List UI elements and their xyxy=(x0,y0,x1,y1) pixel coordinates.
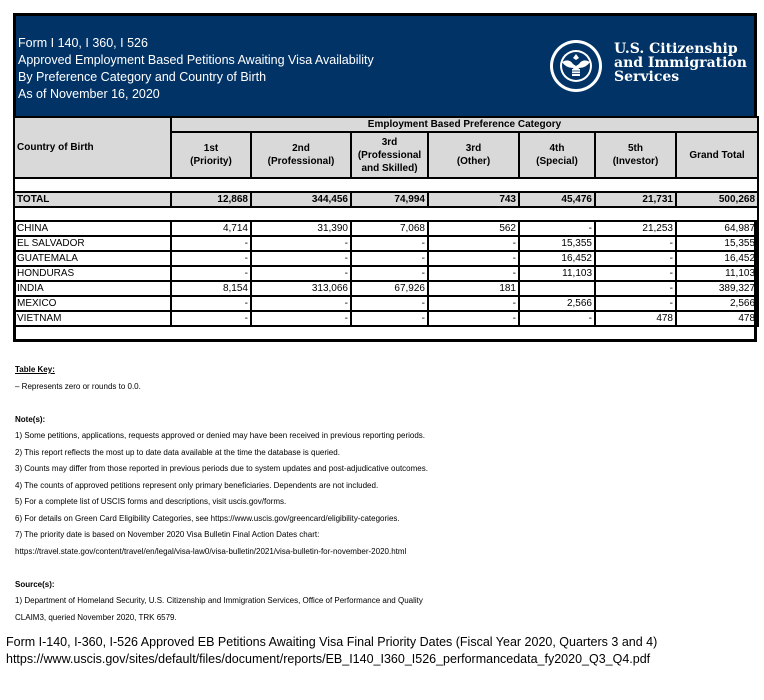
value-cell: 2,566 xyxy=(676,296,758,311)
note-item: 3) Counts may differ from those reported in previous periods due to system updates and post-adjudicative outcomes. xyxy=(15,464,428,473)
report-title xyxy=(18,35,374,103)
value-cell: - xyxy=(519,221,595,236)
value-cell: 478 xyxy=(676,311,758,326)
agency-name: U.S. Citizenship and Immigration Services xyxy=(614,41,747,85)
value-cell: 4,714 xyxy=(171,221,251,236)
country-cell: MEXICO xyxy=(14,296,171,311)
value-cell: 11,103 xyxy=(676,266,758,281)
category-group-header: Employment Based Preference Category xyxy=(171,117,758,132)
total-cell: 21,731 xyxy=(595,192,676,207)
value-cell: 16,452 xyxy=(676,251,758,266)
note-item: 4) The counts of approved petitions represent only primary beneficiaries. Dependents are not included. xyxy=(15,480,379,490)
uscis-logo xyxy=(548,36,748,96)
value-cell: 67,926 xyxy=(351,281,428,296)
value-cell: - xyxy=(351,251,428,266)
value-cell: 181 xyxy=(428,281,519,296)
total-cell: 74,994 xyxy=(351,192,428,207)
column-header: 2nd (Professional) xyxy=(251,132,351,178)
country-cell: INDIA xyxy=(14,281,171,296)
value-cell: - xyxy=(351,311,428,326)
column-header: Grand Total xyxy=(676,132,758,178)
value-cell: - xyxy=(171,251,251,266)
value-cell: - xyxy=(251,251,351,266)
title-line: Approved Employment Based Petitions Awaiting Visa Availability xyxy=(18,53,374,67)
value-cell: 15,355 xyxy=(676,236,758,251)
value-cell: - xyxy=(519,311,595,326)
value-cell: - xyxy=(351,296,428,311)
total-cell: 45,476 xyxy=(519,192,595,207)
note-item: 2) This report reflects the most up to date data available at the time the database is queried. xyxy=(15,447,340,457)
table-row xyxy=(14,221,758,236)
note-item: 6) For details on Green Card Eligibility Categories, see https://www.uscis.gov/greencard/eligibility-categories. xyxy=(15,513,400,523)
country-cell: HONDURAS xyxy=(14,266,171,281)
caption-title: Form I-140, I-360, I-526 Approved EB Petitions Awaiting Visa Final Priority Dates (Fiscal Year 2020, Quarters 3 and 4) xyxy=(6,635,658,649)
dhs-seal-icon xyxy=(548,38,604,94)
spacer-row xyxy=(14,178,758,192)
report-banner xyxy=(16,16,754,116)
column-header: 1st (Priority) xyxy=(171,132,251,178)
value-cell: 11,103 xyxy=(519,266,595,281)
country-cell: GUATEMALA xyxy=(14,251,171,266)
value-cell: - xyxy=(171,236,251,251)
value-cell: 389,327 xyxy=(676,281,758,296)
subtitle-line: By Preference Category and Country of Birth xyxy=(18,70,267,84)
value-cell: - xyxy=(171,266,251,281)
value-cell: - xyxy=(251,266,351,281)
value-cell: 15,355 xyxy=(519,236,595,251)
column-header: 5th (Investor) xyxy=(595,132,676,178)
value-cell: - xyxy=(428,236,519,251)
value-cell: - xyxy=(351,236,428,251)
value-cell: 8,154 xyxy=(171,281,251,296)
value-cell: - xyxy=(595,236,676,251)
total-cell: 344,456 xyxy=(251,192,351,207)
note-item: https://travel.state.gov/content/travel/en/legal/visa-law0/visa-bulletin/2021/visa-bulletin-for-november-2020.html xyxy=(15,546,407,556)
total-label: TOTAL xyxy=(14,192,171,207)
sources-heading: Source(s): xyxy=(15,579,55,589)
value-cell: - xyxy=(251,236,351,251)
table-row xyxy=(14,251,758,266)
value-cell: - xyxy=(595,296,676,311)
country-cell: VIETNAM xyxy=(14,311,171,326)
note-item: 5) For a complete list of USCIS forms and descriptions, visit uscis.gov/forms. xyxy=(15,497,287,506)
total-cell: 12,868 xyxy=(171,192,251,207)
value-cell: - xyxy=(428,266,519,281)
value-cell: 478 xyxy=(595,311,676,326)
value-cell xyxy=(519,281,595,296)
value-cell: 313,066 xyxy=(251,281,351,296)
notes-list xyxy=(15,428,428,560)
table-row xyxy=(14,296,758,311)
value-cell: - xyxy=(428,296,519,311)
value-cell: - xyxy=(251,311,351,326)
note-item: 7) The priority date is based on November 2020 Visa Bulletin Final Action Dates chart: xyxy=(15,530,320,539)
total-row xyxy=(14,192,758,207)
value-cell: 31,390 xyxy=(251,221,351,236)
value-cell: 64,987 xyxy=(676,221,758,236)
table-key-heading: Table Key: xyxy=(15,365,55,374)
value-cell: - xyxy=(428,311,519,326)
form-line: Form I 140, I 360, I 526 xyxy=(18,36,148,50)
value-cell: 16,452 xyxy=(519,251,595,266)
value-cell: - xyxy=(595,281,676,296)
petitions-table xyxy=(13,116,759,327)
country-cell: CHINA xyxy=(14,221,171,236)
value-cell: 21,253 xyxy=(595,221,676,236)
value-cell: - xyxy=(595,251,676,266)
sources-list xyxy=(15,593,428,626)
value-cell: - xyxy=(595,266,676,281)
table-row xyxy=(14,266,758,281)
country-column-header: Country of Birth xyxy=(14,117,171,178)
note-item: 1) Some petitions, applications, requests approved or denied may have been received in previous reporting periods. xyxy=(15,431,426,440)
value-cell: - xyxy=(171,296,251,311)
notes-heading: Note(s): xyxy=(15,414,46,424)
notes-section xyxy=(15,362,428,626)
value-cell: 7,068 xyxy=(351,221,428,236)
column-header: 3rd (Professional and Skilled) xyxy=(351,132,428,178)
table-row xyxy=(14,236,758,251)
figure-caption xyxy=(6,634,657,668)
value-cell: - xyxy=(351,266,428,281)
value-cell: - xyxy=(251,296,351,311)
date-line: As of November 16, 2020 xyxy=(18,87,160,101)
category-header-row xyxy=(14,117,758,132)
table-row xyxy=(14,281,758,296)
column-header: 3rd (Other) xyxy=(428,132,519,178)
country-cell: EL SALVADOR xyxy=(14,236,171,251)
column-header: 4th (Special) xyxy=(519,132,595,178)
value-cell: - xyxy=(428,251,519,266)
caption-url[interactable]: https://www.uscis.gov/sites/default/files/document/reports/EB_I140_I360_I526_performancedata_fy2020_Q3_Q4.pdf xyxy=(6,652,651,666)
spacer-row xyxy=(14,207,758,221)
value-cell: - xyxy=(171,311,251,326)
source-item: CLAIM3, queried November 2020, TRK 6579. xyxy=(15,612,177,622)
table-row xyxy=(14,311,758,326)
value-cell: 562 xyxy=(428,221,519,236)
table-key-text: – Represents zero or rounds to 0.0. xyxy=(15,381,141,391)
value-cell: 2,566 xyxy=(519,296,595,311)
source-item: 1) Department of Homeland Security, U.S. Citizenship and Immigration Services, Office of Performance and Quality xyxy=(15,596,423,605)
report-table-frame xyxy=(13,13,757,342)
total-cell: 500,268 xyxy=(676,192,758,207)
total-cell: 743 xyxy=(428,192,519,207)
